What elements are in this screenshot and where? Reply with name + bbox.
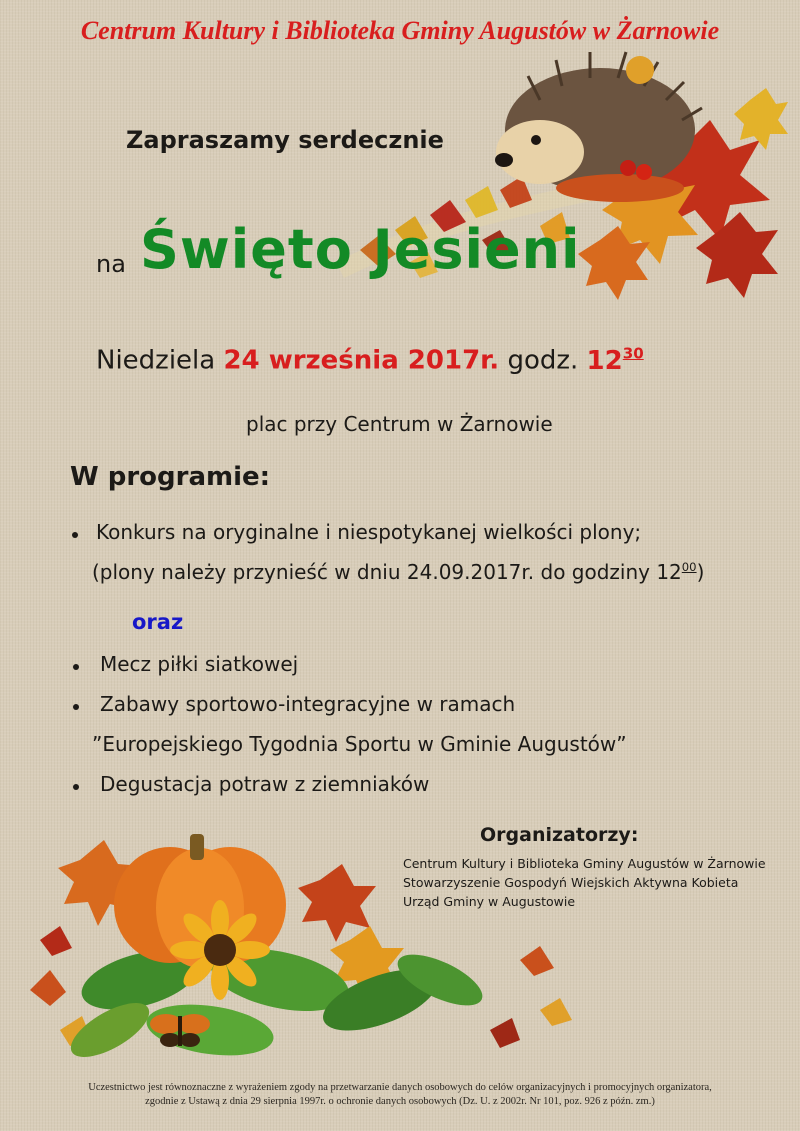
program-item-label: Degustacja potraw z ziemniaków [100,772,430,796]
program-heading: W programie: [70,462,271,492]
contest-note-minutes: 00 [681,560,697,574]
program-item [100,772,429,796]
bullet-icon [72,532,78,538]
program-item-label: Mecz piłki siatkowej [100,652,299,676]
date-line [96,344,644,376]
bullet-icon [73,704,79,710]
contest-text: Konkurs na oryginalne i niespotykanej wielkości plony; [96,520,642,544]
contest-note-text: (plony należy przynieść w dniu 24.09.2017r. do godziny 12 [92,560,682,585]
day-label: Niedziela [96,345,216,376]
organizers-heading: Organizatorzy: [480,824,639,846]
time-label: godz. [507,345,579,376]
time-hour: 12 [586,345,623,376]
event-date: 24 września 2017r. [223,345,500,376]
program-item-contest [96,520,641,544]
venue: plac przy Centrum w Żarnowie [246,412,553,436]
contest-note [92,560,704,584]
footer-line-1: Uczestnictwo jest równoznaczne z wyrażeniem zgody na przetwarzanie danych osobowych do celów organizacyjnych i promocyjnych organizatora, [88,1082,712,1093]
invite-text: Zapraszamy serdecznie [126,126,444,154]
program-item [100,652,298,676]
event-title: Święto Jesieni [140,218,581,281]
bullet-icon [73,784,79,790]
organizer-line: Urząd Gminy w Augustowie [403,894,576,909]
organizer-line: Centrum Kultury i Biblioteka Gminy Augustów w Żarnowie [403,856,766,871]
contest-note-close: ) [696,560,705,585]
program-item-continuation: ”Europejskiego Tygodnia Sportu w Gminie Augustów” [92,732,627,756]
footer-line-2: zgodnie z Ustawą z dnia 29 sierpnia 1997r. o ochronie danych osobowych (Dz. U. z 2002r. Nr 101, poz. 926 z późn. zm.) [145,1096,655,1107]
event-time [587,346,644,376]
program-item-label: Zabawy sportowo-integracyjne w ramach [100,692,516,716]
event-prefix: na [96,250,126,278]
program-item [100,692,515,716]
connector-oraz: oraz [132,610,184,634]
pumpkin-sunflower-icon [20,830,580,1080]
time-minutes: 30 [622,344,644,362]
header-title: Centrum Kultury i Biblioteka Gminy Augustów w Żarnowie [80,16,720,45]
organizer-line: Stowarzyszenie Gospodyń Wiejskich Aktywna Kobieta [403,875,739,890]
bullet-icon [73,664,79,670]
